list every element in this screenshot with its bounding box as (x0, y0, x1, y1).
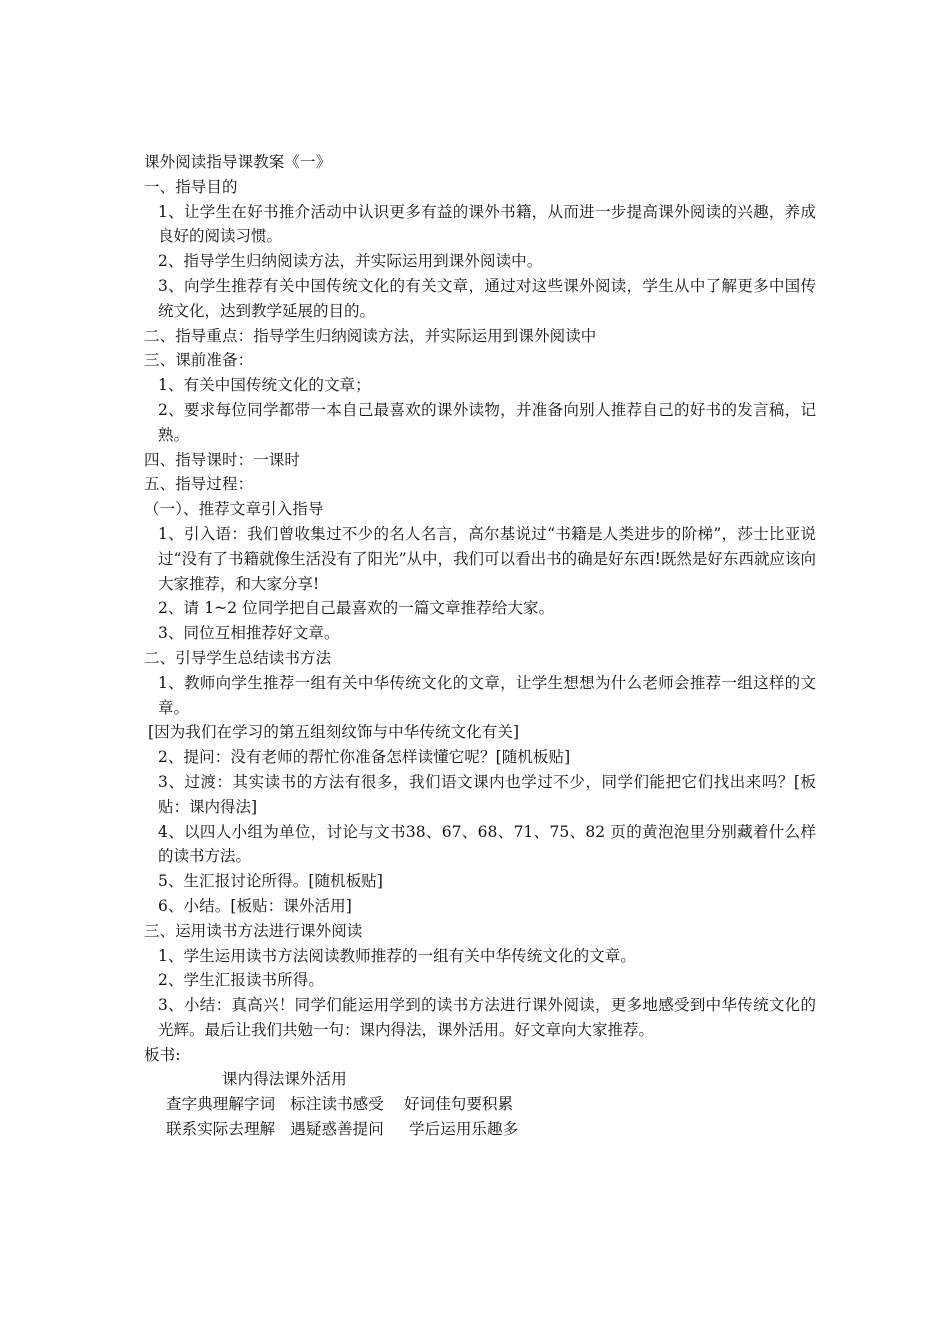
document-title: 课外阅读指导课教案《一》 (144, 153, 332, 171)
board-title: 课内得法课外活用 (222, 1070, 347, 1089)
paragraph: 1、有关中国传统文化的文章； (158, 376, 371, 395)
section-heading: 四、指导课时：一课时 (144, 450, 301, 469)
paragraph: 6、小结。[板贴：课外活用] (158, 896, 352, 915)
subsection-heading: 三、运用读书方法进行课外阅读 (144, 921, 363, 940)
paragraph: 1、让学生在好书推介活动中认识更多有益的课外书籍，从而进一步提高课外阅读的兴趣，养成良好的阅读习惯。 (158, 202, 816, 246)
paragraph: 2、学生汇报读书所得。 (158, 971, 324, 990)
paragraph: 5、生汇报讨论所得。[随机板贴] (158, 872, 384, 891)
paragraph: 1、引入语：我们曾收集过不少的名人名言，高尔基说过“书籍是人类进步的阶梯”，莎士比亚说过“没有了书籍就像生活没有了阳光”从中，我们可以看出书的确是好东西!既然是好东西就应该向大家推荐，和大家分享! (158, 524, 816, 593)
paragraph: 3、同位互相推荐好文章。 (158, 624, 340, 643)
board-heading: 板书: (144, 1045, 181, 1064)
section-heading: 二、指导重点：指导学生归纳阅读方法，并实际运用到课外阅读中 (144, 326, 597, 345)
board-row: 联系实际去理解 遇疑惑善提问 学后运用乐趣多 (166, 1120, 519, 1139)
paragraph: 3、小结：真高兴！同学们能运用学到的读书方法进行课外阅读，更多地感受到中华传统文化的光辉。最后让我们共勉一句：课内得法，课外活用。好文章向大家推荐。 (158, 996, 816, 1039)
paragraph: 1、教师向学生推荐一组有关中华传统文化的文章，让学生想想为什么老师会推荐一组这样的文章。 (158, 673, 816, 717)
section-heading: 三、课前准备： (144, 351, 254, 370)
document-page (144, 150, 816, 1142)
paragraph: 2、指导学生归纳阅读方法，并实际运用到课外阅读中。 (158, 252, 543, 271)
paragraph: 2、请 1~2 位同学把自己最喜欢的一篇文章推荐给大家。 (158, 599, 555, 618)
bracket-note: [因为我们在学习的第五组刻纹饰与中华传统文化有关] (148, 723, 520, 742)
paragraph: 3、向学生推荐有关中国传统文化的有关文章，通过对这些课外阅读，学生从中了解更多中国传统文化，达到教学延展的目的。 (158, 276, 816, 320)
paragraph: 2、要求每位同学都带一本自己最喜欢的课外读物，并准备向别人推荐自己的好书的发言稿，记熟。 (158, 400, 816, 444)
paragraph: 1、学生运用读书方法阅读教师推荐的一组有关中华传统文化的文章。 (158, 946, 636, 965)
subsection-heading: 二、引导学生总结读书方法 (144, 648, 332, 667)
paragraph: 4、以四人小组为单位，讨论与文书38、67、68、71、75、82 页的黄泡泡里分别藏着什么样的读书方法。 (158, 822, 816, 866)
subsection-heading: （一）、推荐文章引入指导 (144, 500, 324, 519)
paragraph: 2、提问：没有老师的帮忙你准备怎样读懂它呢？[随机板贴] (158, 748, 571, 767)
section-heading: 一、指导目的 (144, 177, 238, 196)
section-heading: 五、指导过程： (144, 475, 254, 494)
paragraph: 3、过渡：其实读书的方法有很多，我们语文课内也学过不少，同学们能把它们找出来吗？[板贴：课内得法] (158, 772, 816, 816)
board-row: 查字典理解字词 标注读书感受 好词佳句要积累 (166, 1095, 514, 1114)
